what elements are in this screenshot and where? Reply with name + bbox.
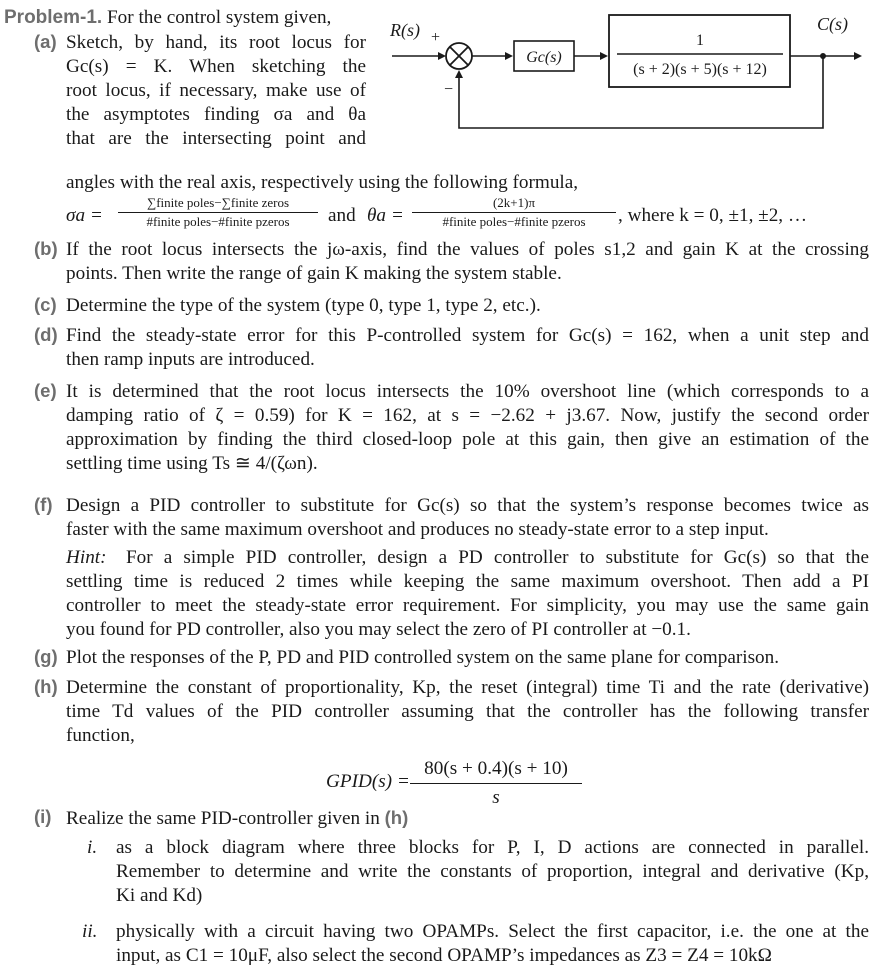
hint-line: you found for PD controller, also you may select the zero of PI controller at −0.1. [66,619,691,640]
output-label: C(s) [817,14,848,34]
control-arrowhead [600,52,608,60]
part-h-line: Determine the constant of proportionality, Kp, the reset (integral) time Ti and the rate (derivative) [66,677,869,698]
theta-denominator: #finite poles−#finite pzeros [442,214,586,229]
part-b-text [66,238,869,286]
block-diagram [380,10,870,135]
sigma-lhs: σa = [66,205,103,226]
part-h-line: function, [66,725,135,746]
summing-junction [446,43,472,69]
hint-line: For a simple PID controller, design a PD controller to substitute for Gc(s) so that the [126,547,869,568]
part-i-intro: Realize the same PID-controller given in [66,808,380,829]
theta-fraction-bar [412,212,616,213]
part-d-line: then ramp inputs are introduced. [66,349,315,370]
part-e-line: It is determined that the root locus intersects the 10% overshoot line (which corresponds to a [66,381,869,402]
subitem-i-text [116,836,869,908]
part-e-text [66,380,869,476]
output-arrowhead [854,52,862,60]
sigma-numerator: ∑finite poles−∑finite zeros [146,195,290,210]
subitem-line: Ki and Kd) [116,885,203,906]
part-c-line: Determine the type of the system (type 0, type 1, type 2, etc.). [66,295,541,316]
part-a-line: Gc(s) = K. When sketching the [66,56,366,77]
problem-title: Problem-1. [4,7,103,28]
part-d-text [66,324,869,372]
part-a-label: (a) [34,31,57,52]
part-e-label: (e) [34,380,57,401]
part-f-label: (f) [34,494,53,515]
plant-numerator: 1 [696,32,704,49]
part-a-line: root locus, if necessary, make use of [66,80,366,101]
hint-first-line [126,546,869,570]
hint-line: controller to meet the steady-state error requirement. For simplicity, you may use the same gain [66,595,869,616]
pid-eq-fraction-bar [410,783,582,784]
hint-line: settling time is reduced 2 times while keeping the same maximum overshoot. Then add a PI [66,571,869,592]
part-h-label: (h) [34,676,58,697]
subitem-line: physically with a circuit having two OPAMPs. Select the first capacitor, i.e. the one at the [116,921,869,942]
part-e-line: damping ratio of ζ = 0.59) for K = 162, at s = −2.62 + j3.67. Now, justify the second order [66,405,869,426]
part-f-line: Design a PID controller to substitute for Gc(s) so that the system’s response becomes twice as [66,495,869,516]
part-a-line: that are the intersecting point and [66,128,366,149]
part-d-line: Find the steady-state error for this P-controlled system for Gc(s) = 162, when a unit step and [66,325,869,346]
subitem-number: i. [87,837,98,858]
part-a-line: Sketch, by hand, its root locus for [66,32,366,53]
part-b-label: (b) [34,238,58,259]
part-i-ref: (h) [384,807,409,828]
part-a-text [66,31,366,151]
part-a-line: the asymptotes finding σa and θa [66,104,366,125]
theta-lhs: θa = [367,205,404,226]
part-a-line: angles with the real axis, respectively using the following formula, [66,172,579,193]
part-b-line: If the root locus intersects the jω-axis, find the values of poles s1,2 and gain K at the crossing [66,239,869,260]
part-i-label: (i) [34,806,52,827]
where-clause: , where k = 0, ±1, ±2, … [618,205,808,226]
part-h-text [66,676,869,748]
error-arrowhead [505,52,513,60]
sigma-fraction-bar [118,212,318,213]
part-f-text [66,494,869,542]
and-word: and [328,205,356,226]
part-d-label: (d) [34,324,58,345]
part-g-line: Plot the responses of the P, PD and PID controlled system on the same plane for comparison. [66,647,780,668]
plus-sign: + [431,29,441,46]
pid-eq-lhs: GPID(s) = [326,771,410,792]
subitem-line: as a block diagram where three blocks for P, I, D actions are connected in parallel. [116,837,869,858]
input-arrowhead [438,52,446,60]
part-e-line: settling time using Ts ≅ 4/(ζωn). [66,453,318,474]
sigma-denominator: #finite poles−#finite pzeros [146,214,290,229]
part-e-line: approximation by finding the third closed-loop pole at this gain, then give an estimation of the [66,429,869,450]
hint-text [66,570,869,642]
hint-word: Hint: [66,547,107,568]
part-i-intro-line [66,806,408,831]
problem-intro: For the control system given, [107,7,332,28]
feedback-arrowhead [455,70,463,78]
pid-eq-numerator: 80(s + 0.4)(s + 10) [424,758,568,779]
pid-eq-denominator: s [492,787,500,808]
part-h-line: time Td values of the PID controller assuming that the controller has the following transfer [66,701,869,722]
part-c-label: (c) [34,294,57,315]
problem-header [4,6,331,30]
part-f-line: faster with the same maximum overshoot and produces no steady-state error to a step input. [66,519,769,540]
part-g-label: (g) [34,646,58,667]
part-b-line: points. Then write the range of gain K making the system stable. [66,263,562,284]
minus-sign: − [444,81,454,98]
input-label: R(s) [390,20,420,40]
subitem-ii-text [116,920,869,968]
controller-label: Gc(s) [526,49,562,66]
subitem-number: ii. [82,921,98,942]
subitem-line: input, as C1 = 10μF, also select the second OPAMP’s impedances as Z3 = Z4 = 10kΩ [116,945,772,966]
theta-numerator: (2k+1)π [492,195,536,210]
plant-denominator: (s + 2)(s + 5)(s + 12) [633,61,767,78]
subitem-line: Remember to determine and write the constants of proportion, integral and derivative (Kp, [116,861,869,882]
